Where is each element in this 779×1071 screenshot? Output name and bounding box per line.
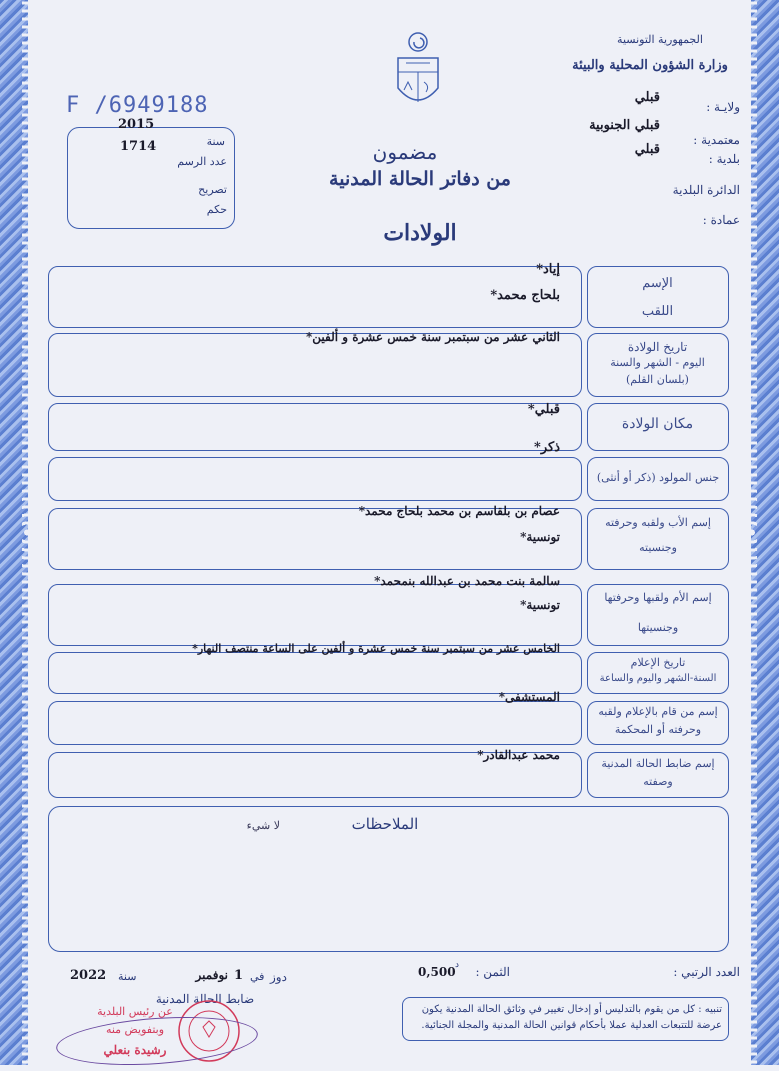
- declaration-date-sublabel: السنة-الشهر واليوم والساعة: [599, 673, 717, 684]
- declaration-date-value-box: [48, 652, 582, 694]
- mother-value-box: [48, 584, 582, 646]
- declarer-label: إسم من قام بالإعلام ولقبه: [598, 705, 718, 718]
- price-unit: د: [455, 960, 460, 970]
- declaration-date-label: تاريخ الإعلام: [630, 656, 686, 669]
- price-value: 0,500: [418, 965, 456, 979]
- surname-value: بلحاج محمد*: [490, 288, 560, 303]
- name-value: إياد*: [536, 262, 560, 277]
- serial-label: العدد الرتبي :: [673, 965, 740, 979]
- mother-sublabel: وجنسيتها: [637, 621, 679, 634]
- father-sublabel: وجنسيته: [639, 541, 677, 554]
- sex-label: جنس المولود (ذكر أو أنثى): [596, 471, 720, 484]
- declarer-sublabel: وحرفته أو المحكمة: [614, 723, 702, 736]
- notice-text: تنبيه : كل من يقوم بالتدليس أو إدخال تغيير في وثائق الحالة المدنية يكون عرضة للتتبعات العدلية عملا بأحكام قوانين الحالة المدنية والمجلة الجنائية.: [421, 1004, 722, 1031]
- birth-date-sublabel: اليوم - الشهر والسنة: [610, 356, 705, 369]
- sex-value: ذكر*: [534, 440, 560, 455]
- wilaya-value: قبلي: [634, 90, 660, 105]
- stamp-line2: وبتفويض منه: [105, 1023, 165, 1036]
- father-value: عصام بن بلقاسم بن محمد بلحاج محمد*: [358, 504, 560, 518]
- record-year-label: سنة: [206, 135, 225, 148]
- record-number-value: 1714: [120, 139, 157, 154]
- officer-label: إسم ضابط الحالة المدنية: [601, 757, 715, 770]
- omada-label: عمادة :: [702, 213, 740, 227]
- mother-label: إسم الأم ولقبها وحرفتها: [604, 591, 712, 604]
- father-label: إسم الأب ولقبه وحرفته: [605, 516, 711, 529]
- coat-of-arms-icon: [392, 30, 444, 115]
- surname-label: اللقب: [641, 304, 674, 319]
- daira-label: الدائرة البلدية: [672, 183, 740, 197]
- officer-signature-label: ضابط الحالة المدنية: [155, 992, 255, 1006]
- declaration-label: تصريح: [198, 183, 227, 196]
- mother-value: سالمة بنت محمد بن عبدالله بنمحمد*: [374, 574, 560, 588]
- issue-year-label: سنة: [118, 970, 137, 983]
- birth-date-value: الثاني عشر من سبتمبر سنة خمس عشرة و ألفين*: [306, 330, 560, 344]
- remarks-label: الملاحظات: [351, 815, 419, 833]
- officer-value: محمد عبدالقادر*: [477, 748, 560, 762]
- mootamadia-value: قبلي الجنوبية: [589, 118, 660, 133]
- birth-date-label: تاريخ الولادة: [627, 340, 688, 354]
- stamp-line1: عن رئيس البلدية: [97, 1005, 173, 1018]
- ministry-name: وزارة الشؤون المحلية والبيئة: [572, 58, 728, 73]
- baladia-value: قبلي: [634, 142, 660, 157]
- birth-place-label: مكان الولادة: [621, 416, 694, 432]
- country-name: الجمهورية التونسية: [617, 33, 703, 46]
- mother-nationality-value: تونسية*: [520, 598, 560, 612]
- baladia-label: بلدية :: [708, 152, 740, 166]
- birth-place-value: قبلي*: [527, 402, 560, 417]
- record-number-label: عدد الرسم: [177, 155, 227, 168]
- price-label: الثمن :: [475, 965, 510, 979]
- name-label: الإسم: [642, 276, 673, 291]
- remarks-value: لا شيء: [246, 819, 280, 832]
- wilaya-label: ولايـة :: [706, 100, 740, 114]
- decorative-border-left: [0, 0, 28, 1065]
- declaration-date-value: الخامس عشر من سبتمبر سنة خمس عشرة و ألفين على الساعة منتصف النهار*: [192, 642, 560, 655]
- declarer-value: المستشفى*: [498, 690, 560, 704]
- declarer-value-box: [48, 701, 582, 745]
- father-nationality-value: تونسية*: [520, 530, 560, 544]
- issue-day: 1: [234, 968, 244, 983]
- stamp-line3: رشيدة بنعلي: [103, 1043, 167, 1057]
- mootamadia-label: معتمدية :: [693, 133, 740, 147]
- judgment-label: حكم: [206, 203, 227, 216]
- title-line3: الولادات: [383, 220, 457, 246]
- decorative-border-right: [751, 0, 779, 1065]
- title-line2: من دفاتر الحالة المدنية: [329, 168, 511, 190]
- issue-year-value: 2022: [70, 968, 107, 983]
- record-year-value: 2015: [118, 117, 155, 132]
- sex-value-box: [48, 457, 582, 501]
- serial-number: F /6949188: [66, 93, 209, 118]
- officer-sublabel: وصفته: [643, 775, 673, 788]
- issue-in: في: [250, 970, 265, 983]
- issue-month: نوفمبر: [195, 968, 228, 982]
- title-line1: مضمون: [372, 140, 438, 164]
- birth-date-note: (بلسان القلم): [626, 373, 689, 386]
- issue-place: دوز: [270, 970, 287, 984]
